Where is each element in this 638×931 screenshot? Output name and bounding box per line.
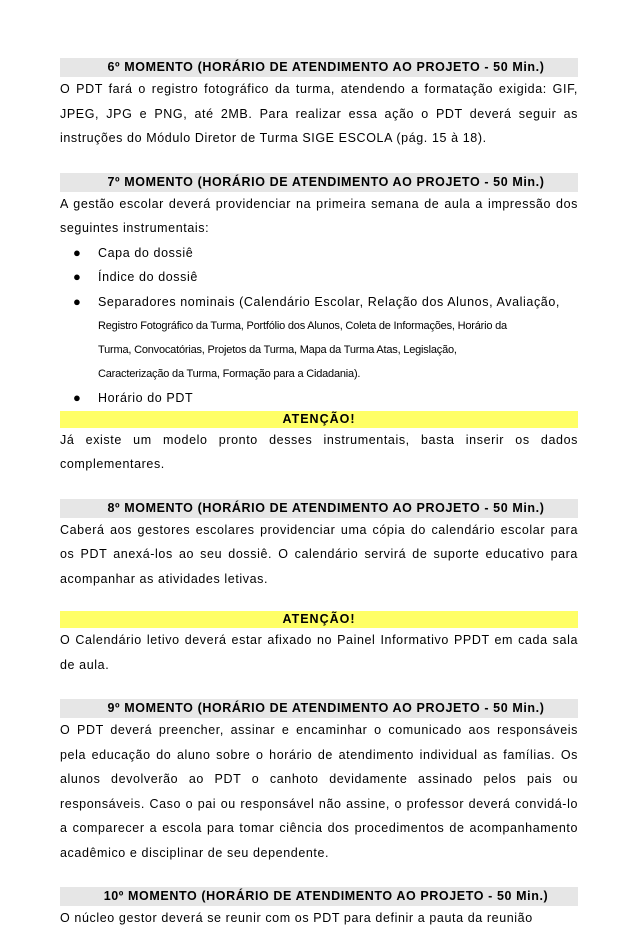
list-item: ● Separadores nominais (Calendário Escolar, Relação dos Alunos, Avaliação, Registro Fotográfico da Turma, Portfólio dos Alunos, Coleta de Informações, Horário da Turma, Convocatórias, Projetos da Turma, Mapa da Turma Atas, Legislação, Caracterização da Turma, Formação para a Cidadania). xyxy=(60,290,578,387)
attention-text: Já existe um modelo pronto desses instrumentais, basta inserir os dados complementares. xyxy=(60,432,578,471)
bullet-icon: ● xyxy=(73,390,82,405)
section-heading-7: 7º MOMENTO (HORÁRIO DE ATENDIMENTO AO PROJETO - 50 Min.) xyxy=(60,173,578,192)
list-item: ● Horário do PDT xyxy=(60,386,578,411)
section-text-9: O PDT deverá preencher, assinar e encaminhar o comunicado aos responsáveis pela educação do aluno sobre o horário de atendimento individual as famílias. Os alunos devolverão ao PDT o canhoto devidamente assinado pelos pais ou responsáveis. Caso o pai ou responsável não assine, o professor deverá convidá-lo a comparecer a escola para tomar ciência dos procedimentos de acompanhamento acadêmico e disciplinar de seu dependente. xyxy=(60,723,578,860)
list-item-detail: Caracterização da Turma, Formação para a Cidadania). xyxy=(98,368,361,380)
section-heading-8: 8º MOMENTO (HORÁRIO DE ATENDIMENTO AO PROJETO - 50 Min.) xyxy=(60,499,578,518)
section-text-7: A gestão escolar deverá providenciar na primeira semana de aula a impressão dos seguintes instrumentais: xyxy=(60,196,578,235)
bullet-icon: ● xyxy=(73,269,82,284)
bullet-icon: ● xyxy=(73,293,82,309)
document-page xyxy=(60,58,578,931)
bullet-icon: ● xyxy=(73,244,82,260)
list-item: ● Índice do dossiê xyxy=(60,265,578,290)
attention-text: O Calendário letivo deverá estar afixado no Painel Informativo PPDT em cada sala de aula. xyxy=(60,633,578,672)
section-text-10: O núcleo gestor deverá se reunir com os PDT para definir a pauta da reunião xyxy=(60,911,533,925)
attention-banner: ATENÇÃO! xyxy=(60,411,578,428)
section-heading-10: 10º MOMENTO (HORÁRIO DE ATENDIMENTO AO PROJETO - 50 Min.) xyxy=(60,887,578,906)
list-item: ● Capa do dossiê xyxy=(60,241,578,266)
attention-banner: ATENÇÃO! xyxy=(60,611,578,628)
list-item-detail: Turma, Convocatórias, Projetos da Turma, Mapa da Turma Atas, Legislação, xyxy=(98,344,457,356)
list-item-detail: Registro Fotográfico da Turma, Portfólio dos Alunos, Coleta de Informações, Horário da xyxy=(98,320,507,332)
section-text-6: O PDT fará o registro fotográfico da turma, atendendo a formatação exigida: GIF, JPEG, JPG e PNG, até 2MB. Para realizar essa ação o PDT deverá seguir as instruções do Módulo Diretor de Turma SIGE ESCOLA (pág. 15 à 18). xyxy=(60,82,578,145)
instrument-list xyxy=(60,241,578,411)
section-heading-6: 6º MOMENTO (HORÁRIO DE ATENDIMENTO AO PROJETO - 50 Min.) xyxy=(60,58,578,77)
section-heading-9: 9º MOMENTO (HORÁRIO DE ATENDIMENTO AO PROJETO - 50 Min.) xyxy=(60,699,578,718)
section-text-8: Caberá aos gestores escolares providenciar uma cópia do calendário escolar para os PDT anexá-los ao seu dossiê. O calendário servirá de suporte educativo para acompanhar as atividades letivas. xyxy=(60,522,578,586)
